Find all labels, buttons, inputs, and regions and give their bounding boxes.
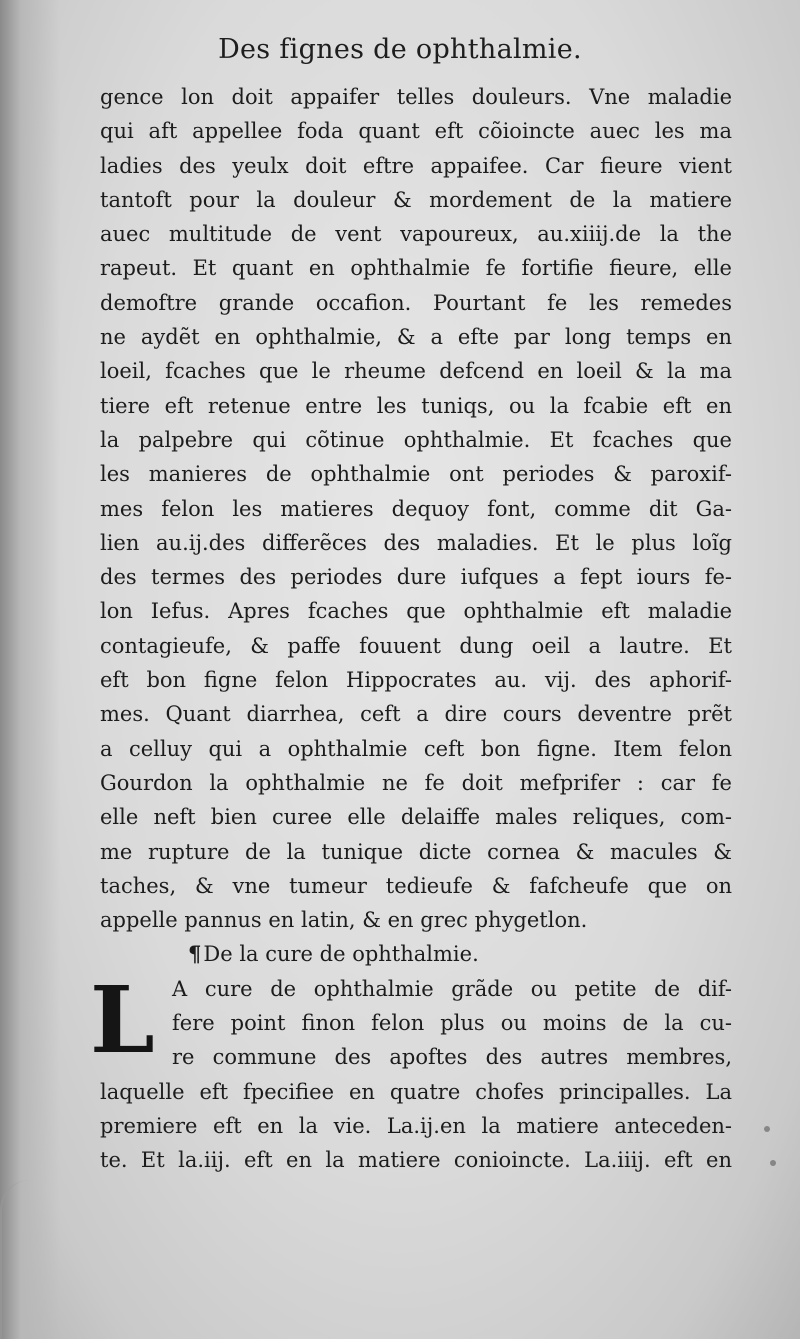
text-line: lon Iefus. Apres fcaches que ophthalmie eft maladie xyxy=(100,599,732,624)
text-line: re commune des apoftes des autres membres, xyxy=(172,1045,732,1070)
text-line: demoftre grande occafion. Pourtant fe les remedes xyxy=(100,290,732,315)
text-line: la palpebre qui cõtinue ophthalmie. Et fcaches que xyxy=(100,427,732,452)
text-line: a celluy qui a ophthalmie ceft bon figne. Item felon xyxy=(100,736,732,761)
paragraph xyxy=(100,80,732,937)
text-line: des termes des periodes dure iufques a fept iours fe- xyxy=(100,565,732,590)
text-line: ne aydẽt en ophthalmie, & a efte par long temps en xyxy=(100,325,732,350)
text-line: A cure de ophthalmie grãde ou petite de dif- xyxy=(172,976,732,1001)
text-line: tiere eft retenue entre les tuniqs, ou la fcabie eft en xyxy=(100,393,732,418)
text-line: elle neft bien curee elle delaiffe males reliques, com- xyxy=(100,805,732,830)
text-line: les manieres de ophthalmie ont periodes & paroxif- xyxy=(100,462,732,487)
text-line: auec multitude de vent vapoureux, au.xiiij.de la the xyxy=(100,222,732,247)
text-line: laquelle eft fpecifiee en quatre chofes principalles. La xyxy=(100,1079,732,1104)
text-line: appelle pannus en latin, & en grec phygetlon. xyxy=(100,908,588,933)
text-line: loeil, fcaches que le rheume defcend en loeil & la ma xyxy=(100,359,732,384)
text-line: contagieufe, & paffe fouuent dung oeil a lautre. Et xyxy=(100,633,732,658)
indented-lines xyxy=(100,972,732,1075)
text-line: lien au.ij.des differẽces des maladies. Et le plus loĩg xyxy=(100,530,732,555)
main-text xyxy=(90,80,732,1178)
text-line: taches, & vne tumeur tedieufe & fafcheufe que on xyxy=(100,873,732,898)
running-head: Des fignes de ophthalmie. xyxy=(218,34,582,65)
text-line: ladies des yeulx doit eftre appaifee. Car fieure vient xyxy=(100,153,732,178)
text-line: mes. Quant diarrhea, ceft a dire cours deventre prẽt xyxy=(100,702,732,727)
pilcrow-mark: ¶ xyxy=(188,941,202,967)
text-line: fere point finon felon plus ou moins de la cu- xyxy=(172,1011,732,1036)
text-line: Gourdon la ophthalmie ne fe doit mefprifer : car fe xyxy=(100,770,732,795)
text-line: gence lon doit appaifer telles douleurs. Vne maladie xyxy=(100,85,732,109)
text-line: te. Et la.iij. eft en la matiere conioincte. La.iiij. eft en xyxy=(100,1148,732,1173)
text-line: mes felon les matieres dequoy font, comme dit Ga- xyxy=(100,496,732,521)
page-fold-shadow xyxy=(0,0,60,1339)
cure-paragraph xyxy=(90,965,732,1178)
ink-spot xyxy=(764,1126,770,1132)
section-heading xyxy=(100,937,732,971)
ink-spot xyxy=(770,1160,776,1166)
text-line: me rupture de la tunique dicte cornea & macules & xyxy=(100,839,732,864)
text-line: premiere eft en la vie. La.ij.en la matiere anteceden- xyxy=(100,1113,732,1138)
section-heading-text: De la cure de ophthalmie. xyxy=(203,942,479,967)
text-line: qui aft appellee foda quant eft cõioincte auec les ma xyxy=(100,119,732,144)
text-line: tantoft pour la douleur & mordement de la matiere xyxy=(100,187,732,212)
drop-cap: L xyxy=(90,965,155,1074)
text-line: eft bon figne felon Hippocrates au. vij. des aphorif- xyxy=(100,668,732,693)
text-line: rapeut. Et quant en ophthalmie fe fortifie fieure, elle xyxy=(100,256,732,281)
cure-lines xyxy=(100,1075,732,1178)
page-edge-curl xyxy=(0,1180,42,1339)
